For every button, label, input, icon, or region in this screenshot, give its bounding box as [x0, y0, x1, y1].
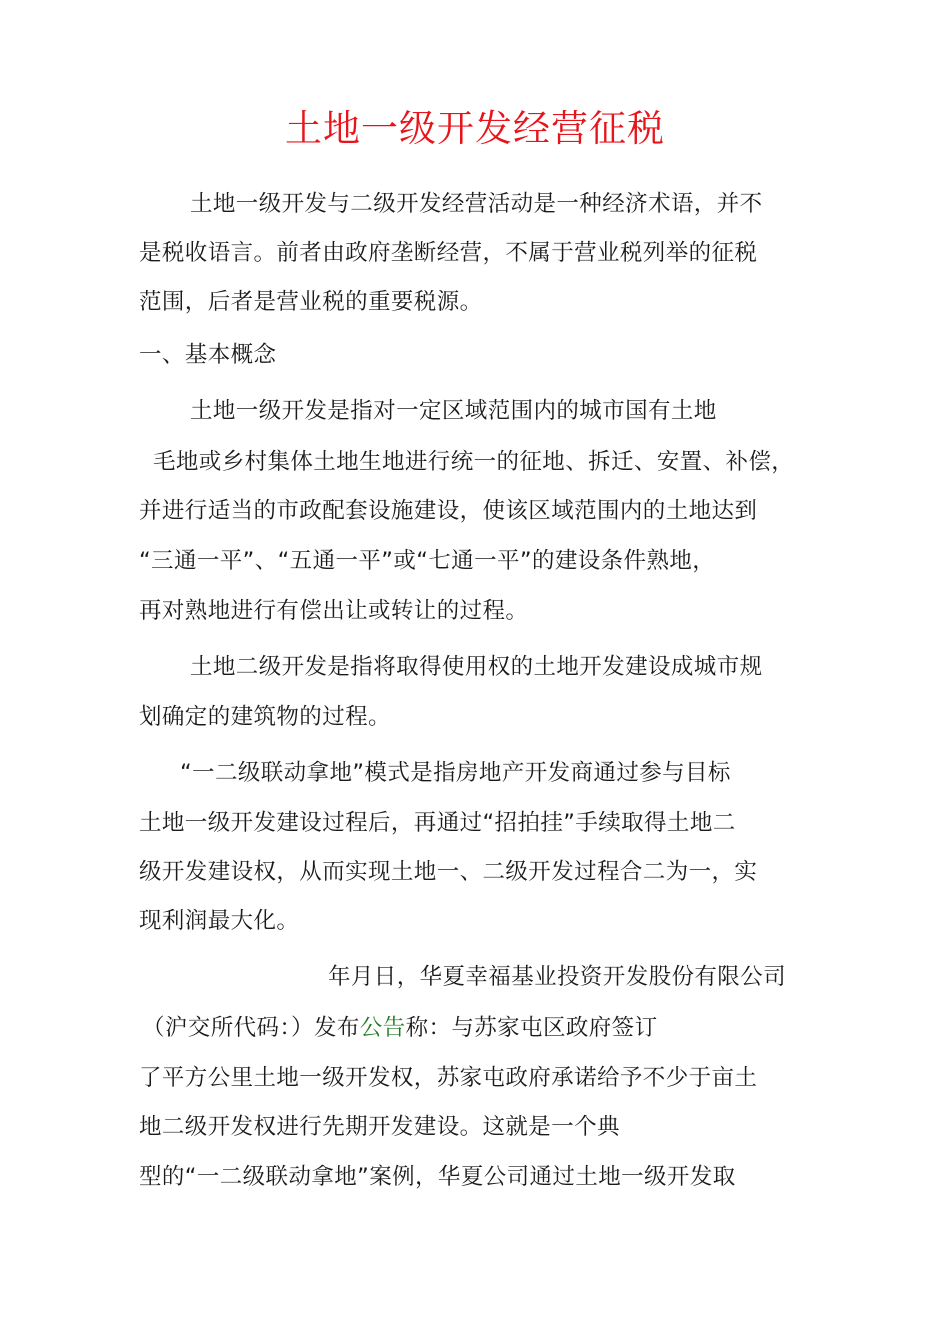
paragraph-line: 土地二级开发是指将取得使用权的土地开发建设成城市规 — [190, 654, 763, 680]
paragraph-line: 现利润最大化。 — [139, 908, 300, 934]
paragraph-line: 并进行适当的市政配套设施建设，使该区域范围内的土地达到 — [139, 498, 758, 524]
paragraph-line: 土地一级开发与二级开发经营活动是一种经济术语，并不 — [190, 191, 763, 217]
paragraph-line: 是税收语言。前者由政府垄断经营，不属于营业税列举的征税 — [139, 240, 758, 266]
paragraph-line: 地二级开发权进行先期开发建设。这就是一个典 — [139, 1114, 620, 1140]
announcement-link[interactable]: 公告 — [359, 1015, 406, 1041]
paragraph-line: 年月日，华夏幸福基业投资开发股份有限公司 — [328, 964, 787, 990]
paragraph-line: 划确定的建筑物的过程。 — [139, 704, 391, 730]
paragraph-line — [142, 1013, 657, 1043]
paragraph-line: 土地一级开发是指对一定区域范围内的城市国有土地 — [190, 398, 717, 424]
paragraph-line: 毛地或乡村集体土地生地进行统一的征地、拆迁、安置、补偿， — [153, 449, 795, 475]
document-title: 土地一级开发经营征税 — [285, 107, 665, 150]
paragraph-line: 级开发建设权，从而实现土地一、二级开发过程合二为一，实 — [139, 859, 758, 885]
paragraph-line: “三通一平”、“五通一平”或“七通一平”的建设条件熟地， — [139, 548, 716, 574]
text-segment: （沪交所代码：）发布 — [142, 1015, 360, 1041]
text-segment: 称：与苏家屯区政府签订 — [405, 1015, 658, 1041]
paragraph-line: 再对熟地进行有偿出让或转让的过程。 — [139, 598, 529, 624]
paragraph-line: 了平方公里土地一级开发权，苏家屯政府承诺给予不少于亩土 — [139, 1065, 758, 1091]
paragraph-line: “一二级联动拿地”模式是指房地产开发商通过参与目标 — [180, 760, 731, 786]
paragraph-line: 范围，后者是营业税的重要税源。 — [139, 289, 483, 315]
paragraph-line: 土地一级开发建设过程后，再通过“招拍挂”手续取得土地二 — [139, 810, 736, 836]
section-heading: 一、基本概念 — [139, 342, 277, 368]
paragraph-line: 型的“一二级联动拿地”案例，华夏公司通过土地一级开发取 — [139, 1164, 736, 1190]
